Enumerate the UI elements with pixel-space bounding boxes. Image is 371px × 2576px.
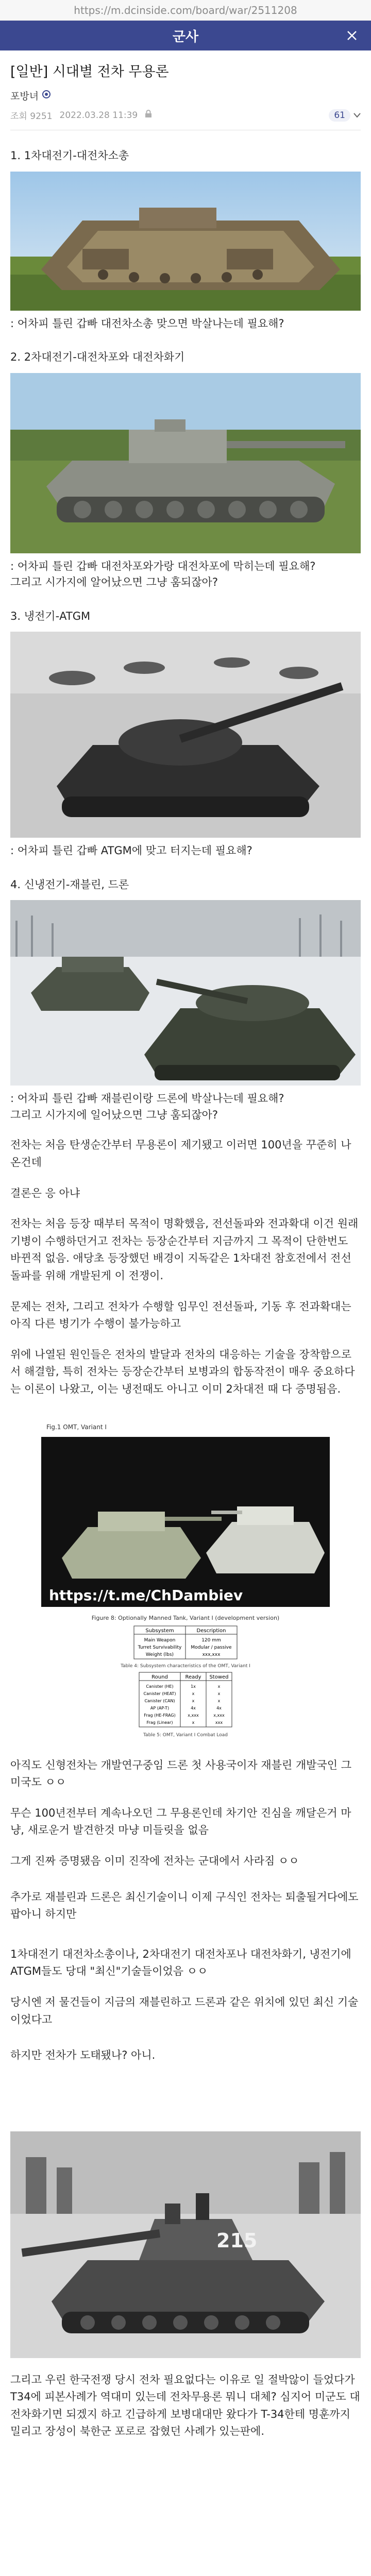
post-author[interactable] [10, 89, 361, 103]
table-cell: Canister (CAN) [144, 1698, 175, 1703]
figure-caption: Figure 8: Optionally Manned Tank, Variant I (development version) [91, 1614, 280, 1621]
section-heading: 4. 신냉전기-재블린, 드론 [10, 878, 129, 891]
table-cell: Main Weapon [144, 1637, 176, 1643]
table-cell: Modular / passive [191, 1645, 232, 1650]
tank-number: 215 [216, 2229, 258, 2252]
body-paragraph: 당시엔 저 물건들이 지금의 재블린하고 드론과 같은 위치에 있던 최신 기술이었다고 [10, 1995, 359, 2026]
url-bar[interactable] [0, 0, 371, 21]
fixed-nick-icon [42, 90, 51, 101]
body-paragraph: 문제는 전차, 그리고 전차가 수행할 임무인 전선돌파, 기동 후 전과확대는 아직 다른 병기가 수행이 불가능하고 [10, 1300, 351, 1330]
post-date: 2022.03.28 11:39 [59, 110, 138, 121]
photo-panzer-iv [10, 373, 361, 553]
table-cell: 120 mm [201, 1637, 221, 1643]
section-caption: : 어차피 틀린 갑빠 ATGM에 맞고 터지는데 필요해? [10, 844, 252, 857]
table-cell: x,xxx [188, 1713, 199, 1718]
section-heading: 1. 1차대전기-대전차소총 [10, 149, 129, 162]
table-cell: x [192, 1698, 195, 1703]
table-cell: Turret Survivability [138, 1645, 182, 1650]
table-cell: xxx [215, 1720, 223, 1725]
body-paragraph: 아직도 신형전차는 개발연구중임 드론 첫 사용국이자 재블린 개발국인 그 미국도 ㅇㅇ [10, 1758, 351, 1789]
table-cell: x [217, 1691, 221, 1696]
table-cell: Canister (HE) [146, 1684, 174, 1689]
table-cell: AP (AP-T) [150, 1705, 170, 1710]
table-cell: xxx,xxx [202, 1652, 221, 1657]
table-cell: x [217, 1698, 221, 1703]
body-paragraph: 무슨 100년전부터 계속나오던 그 무용론인데 차기안 진심을 깨달은거 마냥, 새로운거 발견한것 마냥 미들릿을 없음 [10, 1806, 351, 1837]
table-cell: x [217, 1684, 221, 1689]
body-paragraph: 위에 나열된 원인들은 전차의 발달과 전차의 대응하는 기술을 장착함으로서 해결함, 특히 전차는 등장순간부터 보병과의 합동작전이 매우 중요하다는 이론이 나왔고, 이는 냉전때도 아니고 이미 2차대전 때 다 증명됨음. [10, 1348, 355, 1395]
post-content [0, 148, 371, 2441]
table-header-cell: Description [196, 1628, 226, 1634]
chevron-down-icon [353, 110, 361, 121]
table-header-cell: Subsystem [145, 1628, 174, 1634]
table-cell: x [192, 1691, 195, 1696]
author-name[interactable]: 포방녀 [10, 91, 39, 103]
table-cell: x,xxx [213, 1713, 225, 1718]
body-paragraph: 전차는 처음 등장 때부터 목적이 명확했음, 전선돌파와 전과확대 이건 원래 기병이 수행하던거고 전차는 등장순간부터 지금까지 그 목적이 단한번도 바뀐적 없음. 애당초 등장했던 배경이 지독같은 1차대전 참호전에서 전선돌파를 위해 개발된게 이 전쟁이. [10, 1217, 359, 1282]
post-title: [일반] 시대별 전차 무용론 [10, 64, 169, 80]
figure-watermark: https://t.me/ChDambiev [49, 1586, 243, 1604]
table-cell: Weight (lbs) [145, 1652, 174, 1657]
body-paragraph: 결론은 응 아냐 [10, 1187, 80, 1199]
table-cell: Frag (Linear) [146, 1720, 173, 1725]
section-caption: : 어차피 틀린 갑빠 대전차포와가랑 대전차포에 막히는데 필요해? 그리고 시가지에 알어났으면 그냥 훔되잖아? [10, 560, 316, 589]
gallery-header [0, 21, 371, 50]
post-meta [10, 109, 361, 130]
post-header [0, 50, 371, 130]
lock-icon [145, 110, 152, 121]
table-cell: Frag (HE-FRAG) [144, 1713, 176, 1718]
table-header-cell: Stowed [209, 1674, 229, 1680]
body-paragraph: 1차대전기 대전차소총이나, 2차대전기 대전차포나 대전차화기, 냉전기에 ATGM들도 당대 "최신"기술들이었음 ㅇㅇ [10, 1947, 351, 1978]
section-heading: 3. 냉전기-ATGM [10, 609, 91, 622]
table-cell: Canister (HEAT) [143, 1691, 176, 1696]
section-caption: : 어차피 틀린 갑빠 재블린이랑 드론에 박살나는데 필요해? 그리고 시가지에 일어났으면 그냥 훔되잖아? [10, 1092, 284, 1121]
table-header-cell: Ready [185, 1674, 201, 1680]
table-cell: 4x [216, 1705, 222, 1710]
table-cell: 1x [191, 1684, 196, 1689]
table-header-cell: Round [151, 1674, 168, 1680]
photo-mark-i-tank [10, 172, 361, 311]
photo-t55-column [10, 632, 361, 838]
section-caption: : 어차피 틀린 갑빠 대전차소총 맞으면 박살나는데 필요해? [10, 317, 284, 330]
figure-omt [10, 1414, 361, 1743]
view-count: 조회 9251 [10, 111, 53, 122]
table-caption: Table 4: Subsystem characteristics of the OMT, Variant I [121, 1663, 250, 1669]
comment-count: 61 [329, 109, 350, 122]
table-cell: 4x [191, 1705, 196, 1710]
body-paragraph: 그리고 우린 한국전쟁 당시 전차 필요없다는 이유로 일 절박않이 들었다가 T34에 피본사례가 역대미 있는데 전차무용론 뭐니 대체? 심지어 미군도 대전차화기면 되겠지 하고 긴급하게 보병대대만 왔다가 T-34한테 명훈까지 밀리고 장성이 북한군 포로로 잡혔던 사례가 있는판에. [10, 2373, 360, 2438]
gallery-name[interactable]: 군사 [172, 29, 199, 45]
body-paragraph: 전차는 처음 탄생순간부터 무용론이 제기됐고 이러면 100년을 꾸준히 나온건데 [10, 1139, 351, 1169]
body-paragraph: 추가로 재블린과 드론은 최신기술이니 이제 구식인 전차는 퇴출될거다에도 팝아니 하지만 [10, 1890, 359, 1921]
url-text: https://m.dcinside.com/board/war/2511208 [74, 4, 297, 16]
close-icon[interactable] [344, 28, 360, 43]
table-caption: Table 5: OMT, Variant I Combat Load [143, 1732, 228, 1738]
body-paragraph: 하지만 전차가 도태됐나? 아니. [10, 2049, 156, 2062]
comment-link[interactable] [329, 109, 361, 122]
section-heading: 2. 2차대전기-대전차포와 대전차화기 [10, 351, 185, 364]
figure-header: Fig.1 OMT, Variant I [46, 1423, 107, 1431]
photo-tanks-in-snow [10, 900, 361, 1086]
table-cell: x [192, 1720, 195, 1725]
photo-t34-korea [10, 2131, 361, 2358]
body-paragraph: 그게 진짜 증명됐음 이미 진작에 전차는 군대에서 사라짐 ㅇㅇ [10, 1854, 299, 1867]
